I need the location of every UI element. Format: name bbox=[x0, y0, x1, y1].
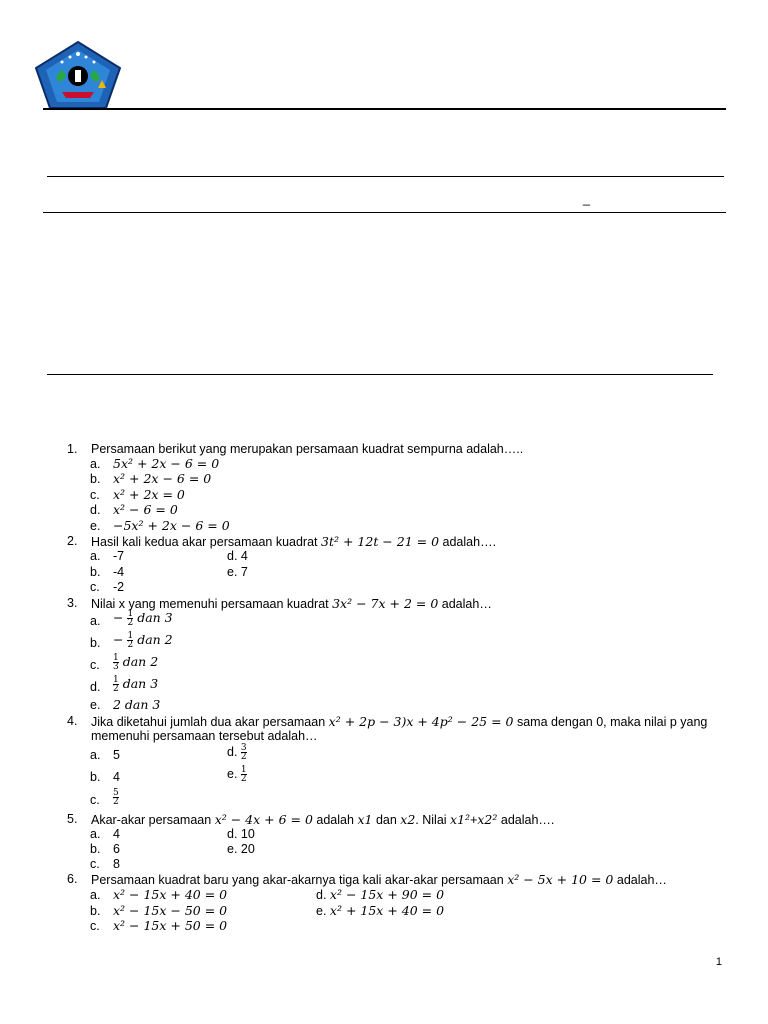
option-text bbox=[113, 676, 158, 693]
option-label: d. bbox=[227, 549, 238, 563]
option-label: b. bbox=[90, 770, 101, 784]
option-label: c. bbox=[90, 857, 100, 871]
question-text bbox=[91, 812, 554, 827]
option-value: dan 2 bbox=[137, 632, 173, 647]
option-label: a. bbox=[90, 549, 101, 563]
question-text bbox=[91, 596, 492, 611]
question-text-part: adalah…. bbox=[442, 535, 497, 549]
option-label: a. bbox=[90, 827, 101, 841]
question-text-part: . Nilai bbox=[415, 813, 447, 827]
sign: − bbox=[113, 632, 124, 647]
fraction: $\frac{1}{2}$ bbox=[127, 609, 134, 628]
option-text bbox=[227, 744, 247, 761]
question-number: 4. bbox=[67, 714, 78, 728]
option-value: dan 2 bbox=[122, 654, 159, 669]
fraction: $\frac{1}{3}$ bbox=[113, 653, 119, 672]
option-label: d. bbox=[227, 827, 238, 841]
option-label: a. bbox=[90, 888, 101, 902]
header-rule bbox=[47, 176, 724, 177]
option-label: b. bbox=[90, 472, 101, 486]
option-text: -7 bbox=[113, 549, 125, 563]
option-value: 20 bbox=[240, 842, 255, 856]
question-text-part: Nilai x yang memenuhi persamaan kuadrat bbox=[91, 597, 329, 611]
option-label: c. bbox=[90, 793, 100, 807]
option-label: e. bbox=[227, 842, 238, 856]
question-text-part: sama dengan 0, maka nilai p yang bbox=[516, 715, 708, 729]
option-value: 10 bbox=[240, 827, 255, 841]
option-text: 2 dan 3 bbox=[113, 697, 161, 712]
option-value: dan 3 bbox=[122, 676, 159, 691]
option-text: 5 bbox=[113, 748, 120, 762]
question-text bbox=[91, 872, 667, 887]
option-label: d. bbox=[90, 680, 101, 694]
equation: x² − 4x + 6 = 0 bbox=[214, 812, 313, 827]
question-text bbox=[91, 714, 724, 729]
page-number: 1 bbox=[715, 956, 722, 968]
option-text bbox=[113, 610, 173, 627]
question-number: 6. bbox=[67, 872, 78, 886]
option-text: -4 bbox=[113, 565, 125, 579]
option-label: e. bbox=[316, 904, 327, 918]
option-label: c. bbox=[90, 919, 100, 933]
question-text-part: adalah…. bbox=[500, 813, 555, 827]
question-text-part: dan bbox=[375, 813, 397, 827]
option-label: e. bbox=[90, 519, 101, 533]
variable: x2² bbox=[477, 812, 498, 827]
question-number: 5. bbox=[67, 812, 78, 826]
option-label: a. bbox=[90, 457, 101, 471]
option-label: c. bbox=[90, 658, 100, 672]
option-text bbox=[227, 827, 255, 841]
question-text-part: adalah… bbox=[441, 597, 492, 611]
option-text bbox=[227, 549, 248, 563]
question-text-line2: memenuhi persamaan tersebut adalah… bbox=[91, 729, 318, 743]
header-rule bbox=[43, 212, 726, 213]
fraction: $\frac{1}{2}$ bbox=[113, 675, 119, 694]
option-value: x² − 15x + 90 = 0 bbox=[329, 887, 445, 902]
fraction: $\frac{3}{2}$ bbox=[240, 743, 247, 762]
option-text bbox=[227, 842, 255, 856]
question-text-part: Hasil kali kedua akar persamaan kuadrat bbox=[91, 535, 318, 549]
question-text-part: adalah bbox=[316, 813, 354, 827]
question-text-part: Persamaan kuadrat baru yang akar-akarnya tiga kali akar-akar persamaan bbox=[91, 873, 504, 887]
question-number: 3. bbox=[67, 596, 78, 610]
variable: x1 bbox=[357, 812, 373, 827]
header-dash: _ bbox=[583, 192, 590, 206]
option-text: 5x² + 2x − 6 = 0 bbox=[113, 456, 220, 471]
option-label: b. bbox=[90, 904, 101, 918]
option-text: x² − 15x − 50 = 0 bbox=[113, 903, 228, 918]
variable: x1² bbox=[450, 812, 471, 827]
option-value: 4 bbox=[240, 549, 248, 563]
question-text-part: Akar-akar persamaan bbox=[91, 813, 212, 827]
option-label: a. bbox=[90, 614, 101, 628]
option-text: x² − 15x + 40 = 0 bbox=[113, 887, 228, 902]
option-value: dan 3 bbox=[137, 610, 173, 625]
option-text: 4 bbox=[113, 827, 120, 841]
option-label: e. bbox=[90, 698, 101, 712]
option-text: 8 bbox=[113, 857, 120, 871]
option-label: b. bbox=[90, 842, 101, 856]
option-label: d. bbox=[90, 503, 101, 517]
option-label: a. bbox=[90, 748, 101, 762]
option-text: x² − 6 = 0 bbox=[113, 502, 178, 517]
plus-sign: + bbox=[470, 813, 478, 827]
equation: x² − 5x + 10 = 0 bbox=[507, 872, 614, 887]
option-text: 4 bbox=[113, 770, 120, 784]
question-text-part: adalah… bbox=[616, 873, 667, 887]
option-value: 7 bbox=[240, 565, 248, 579]
sign: − bbox=[113, 610, 124, 625]
option-label: c. bbox=[90, 488, 100, 502]
header-rule bbox=[47, 374, 713, 375]
option-text: -2 bbox=[113, 580, 125, 594]
option-label: d. bbox=[227, 744, 238, 759]
fraction: $\frac{5}{2}$ bbox=[113, 788, 119, 807]
question-number: 1. bbox=[67, 442, 78, 456]
option-text bbox=[316, 903, 444, 918]
option-label: c. bbox=[90, 580, 100, 594]
option-text bbox=[113, 789, 119, 806]
option-text bbox=[113, 654, 158, 671]
variable: x2 bbox=[400, 812, 416, 827]
question-number: 2. bbox=[67, 534, 78, 548]
question-text bbox=[91, 534, 496, 549]
option-text bbox=[316, 887, 444, 902]
fraction: $\frac{1}{2}$ bbox=[127, 631, 134, 650]
option-label: b. bbox=[90, 565, 101, 579]
header-thick-rule bbox=[43, 108, 726, 110]
option-label: d. bbox=[316, 888, 327, 902]
option-text: x² + 2x = 0 bbox=[113, 487, 185, 502]
question-text: Persamaan berikut yang merupakan persamaan kuadrat sempurna adalah….. bbox=[91, 442, 524, 456]
option-text bbox=[227, 766, 247, 783]
question-text-part: Jika diketahui jumlah dua akar persamaan bbox=[91, 715, 326, 729]
equation: 3x² − 7x + 2 = 0 bbox=[332, 596, 439, 611]
option-text bbox=[113, 632, 173, 649]
equation: 3t² + 12t − 21 = 0 bbox=[321, 534, 440, 549]
option-text: x² − 15x + 50 = 0 bbox=[113, 918, 228, 933]
option-text: 6 bbox=[113, 842, 120, 856]
option-text: −5x² + 2x − 6 = 0 bbox=[113, 518, 230, 533]
option-label: e. bbox=[227, 565, 238, 579]
option-label: b. bbox=[90, 636, 101, 650]
school-emblem-logo bbox=[34, 40, 122, 110]
equation: x² + 2p − 3)x + 4p² − 25 = 0 bbox=[328, 714, 514, 729]
fraction: $\frac{1}{2}$ bbox=[240, 765, 247, 784]
option-label: e. bbox=[227, 766, 238, 781]
option-value: x² + 15x + 40 = 0 bbox=[329, 903, 445, 918]
option-text bbox=[227, 565, 248, 579]
option-text: x² + 2x − 6 = 0 bbox=[113, 471, 212, 486]
